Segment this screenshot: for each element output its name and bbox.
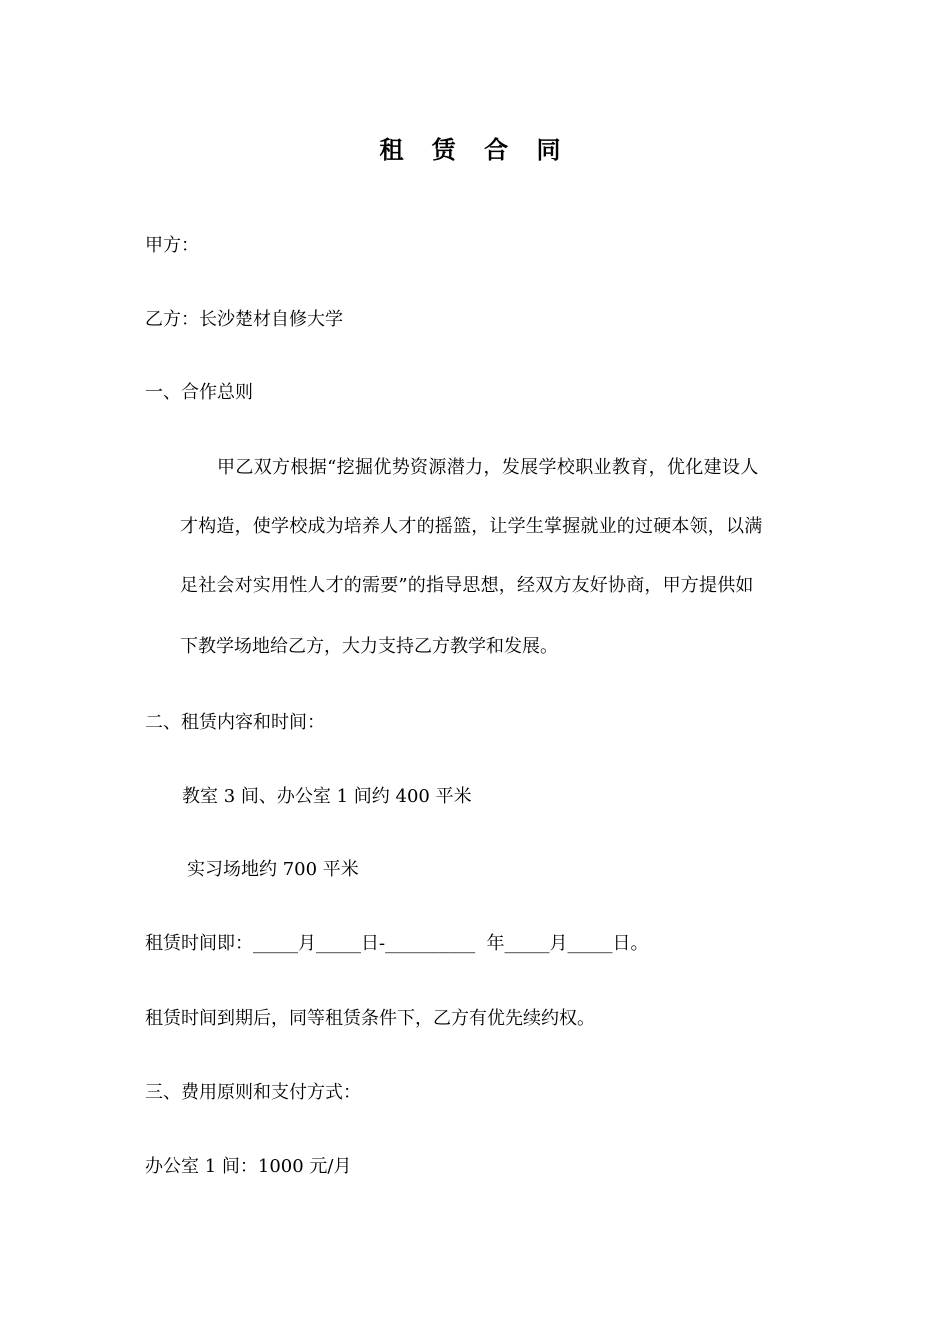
- section-2-item-classrooms: 教室 3 间、办公室 1 间约 400 平米: [182, 786, 472, 807]
- section-1-paragraph-line: 足社会对实用性人才的需要”的指导思想，经双方友好协商，甲方提供如: [180, 575, 754, 596]
- section-2-item-practice-site: 实习场地约 700 平米: [187, 859, 359, 880]
- party-a-line: 甲方：: [145, 235, 199, 256]
- section-3-heading: 三、费用原则和支付方式：: [145, 1082, 361, 1103]
- renewal-clause: 租赁时间到期后，同等租赁条件下，乙方有优先续约权。: [145, 1008, 595, 1029]
- section-1-paragraph-line: 甲乙双方根据“挖掘优势资源潜力，发展学校职业教育，优化建设人: [217, 457, 759, 478]
- section-3-item-office-fee: 办公室 1 间：1000 元/月: [145, 1156, 352, 1177]
- section-1-heading: 一、合作总则: [145, 382, 253, 403]
- document-title: 租 赁 合 同: [379, 135, 571, 164]
- section-1-paragraph-line: 下教学场地给乙方，大力支持乙方教学和发展。: [180, 636, 558, 657]
- section-2-heading: 二、租赁内容和时间：: [145, 712, 325, 733]
- lease-period-line: 租赁时间即：_____月_____日-__________ 年_____月_____日。: [145, 933, 649, 954]
- party-b-line: 乙方：长沙楚材自修大学: [145, 309, 343, 330]
- section-1-paragraph-line: 才构造，使学校成为培养人才的摇篮，让学生掌握就业的过硬本领，以满: [180, 516, 763, 537]
